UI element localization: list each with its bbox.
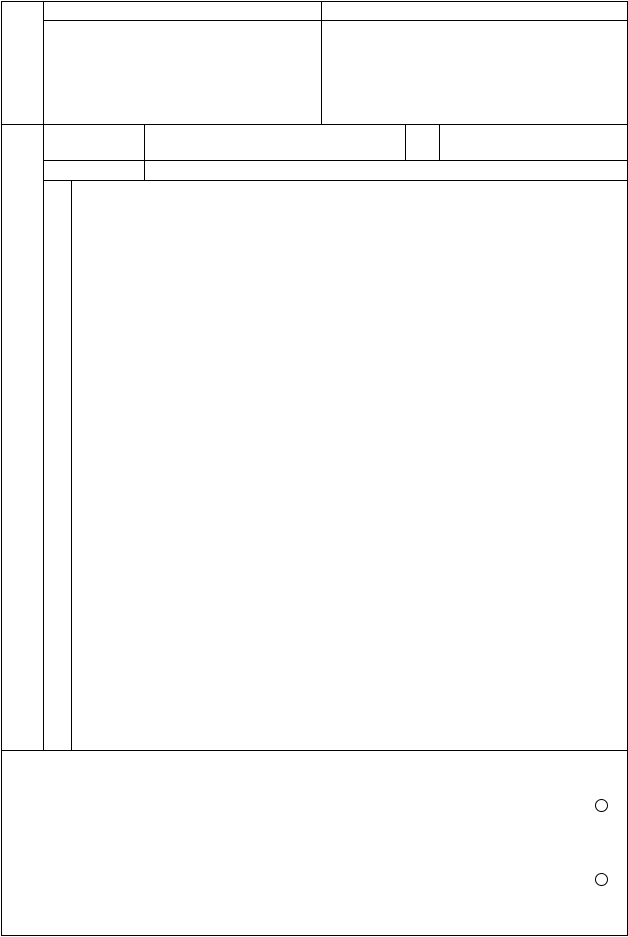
frame-left <box>1 1 2 936</box>
guarantor-seal-icon <box>595 873 608 886</box>
applicant-seal-icon <box>595 799 608 812</box>
frame-top <box>1 1 628 2</box>
frame-bottom <box>1 935 628 936</box>
